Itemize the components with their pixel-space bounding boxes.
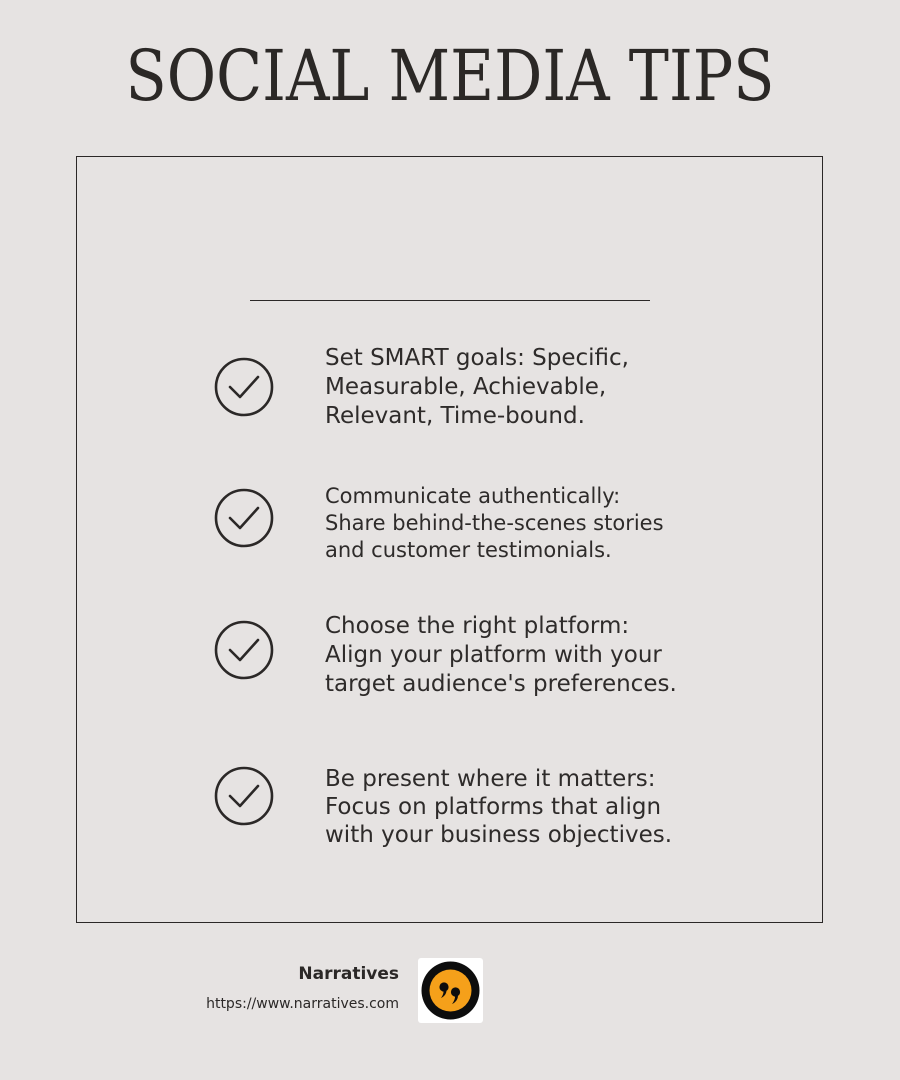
check-circle-icon [213,487,275,549]
tip-text: Be present where it matters: Focus on platforms that align with your business objectives. [325,766,673,848]
brand-logo [418,958,483,1023]
page-title: SOCIAL MEDIA TIPS [125,35,775,117]
tip-item [213,483,773,567]
check-circle-icon [213,619,275,681]
tip-text: Choose the right platform: Align your platform with your target audience's preferences. [325,613,677,697]
tip-item [213,612,773,702]
tip-text: Set SMART goals: Specific, Measurable, Achievable, Relevant, Time-bound. [325,345,629,429]
tip-item [213,765,773,853]
brand-url[interactable]: https://www.narratives.com [206,996,399,1012]
brand-name: Narratives [298,964,399,984]
check-circle-icon [213,765,275,827]
divider-line [250,300,650,301]
tip-item [213,344,773,436]
narratives-logo-icon [421,961,480,1020]
check-circle-icon [213,356,275,418]
tip-text: Communicate authentically: Share behind-the-scenes stories and customer testimonials. [325,484,664,562]
